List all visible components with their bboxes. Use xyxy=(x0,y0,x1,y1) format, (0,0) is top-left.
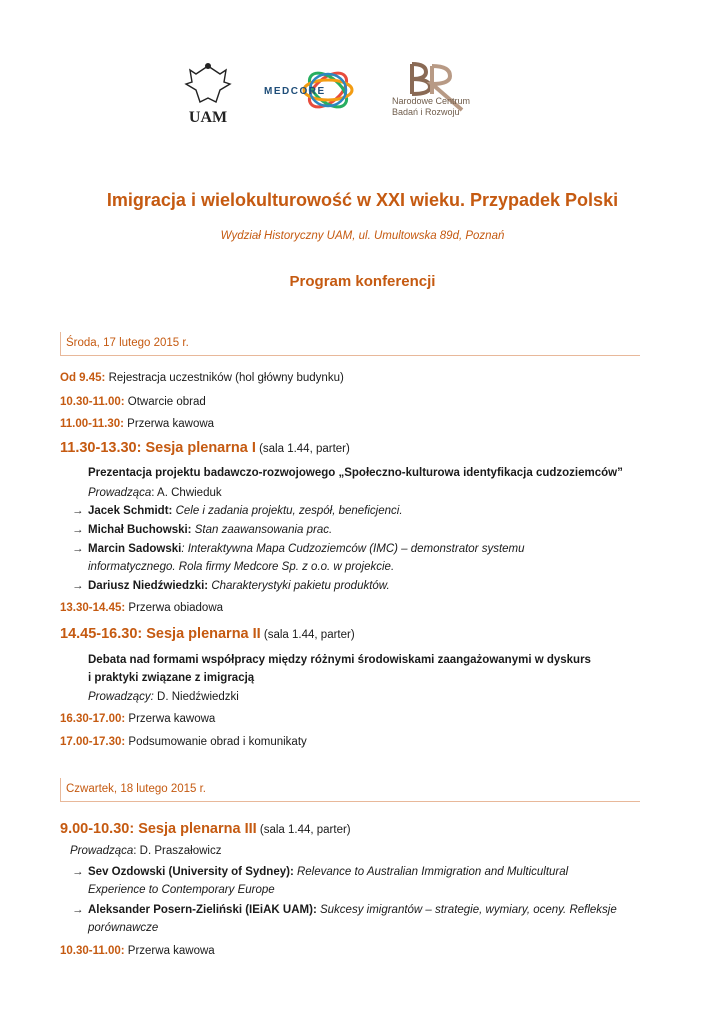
session3-heading xyxy=(60,821,351,837)
item-text: Otwarcie obrad xyxy=(124,396,206,408)
svg-text:UAM: UAM xyxy=(188,109,228,126)
talk-topic: Cele i zadania projektu, zespół, beneficjenci. xyxy=(172,505,403,517)
talk-speaker: Dariusz Niedźwiedzki: xyxy=(88,580,209,592)
talk-item xyxy=(88,904,617,916)
session-room: (sala 1.44, parter) xyxy=(255,443,350,455)
moderator-name: : D. Praszałowicz xyxy=(133,845,222,857)
session2-moderator xyxy=(88,691,239,703)
program-heading: Program konferencji xyxy=(289,273,436,290)
talk-topic: Sukcesy imigrantów – strategie, wymiary, oceny. Refleksje xyxy=(316,904,617,916)
item-time: 10.30-11.00: xyxy=(60,945,125,957)
talk-speaker: Michał Buchowski: xyxy=(88,524,192,536)
arrow-icon: → xyxy=(72,866,84,878)
schedule-item xyxy=(60,945,215,957)
schedule-item xyxy=(60,372,344,384)
item-text: Rejestracja uczestników (hol główny budynku) xyxy=(105,372,344,384)
day1-header: Środa, 17 lutego 2015 r. xyxy=(60,332,640,356)
item-text: Podsumowanie obrad i komunikaty xyxy=(125,736,307,748)
talk-topic: Stan zaawansowania prac. xyxy=(191,524,333,536)
item-time: 16.30-17.00: xyxy=(60,713,126,725)
moderator-label: Prowadząca xyxy=(70,845,134,857)
schedule-item xyxy=(60,418,214,430)
talk-topic: : Interaktywna Mapa Cudzoziemców (IMC) – demonstrator systemu xyxy=(181,543,525,555)
moderator-name: D. Niedźwiedzki xyxy=(153,691,239,703)
item-time: 11.00-11.30: xyxy=(60,418,124,430)
session-title: 11.30-13.30: Sesja plenarna I xyxy=(60,440,256,456)
arrow-icon: → xyxy=(72,505,84,517)
talk-item xyxy=(88,505,403,517)
session-room: (sala 1.44, parter) xyxy=(256,824,351,836)
schedule-item xyxy=(60,396,206,408)
item-text: Przerwa obiadowa xyxy=(125,602,224,614)
talk-item xyxy=(88,580,390,592)
talk-speaker: Sev Ozdowski (University of Sydney): xyxy=(88,866,294,878)
ncbr-line1: Narodowe Centrum xyxy=(392,96,471,106)
item-time: Od 9.45: xyxy=(60,372,106,384)
item-text: Przerwa kawowa xyxy=(124,945,215,957)
talk-speaker: Aleksander Posern-Zieliński (IEiAK UAM): xyxy=(88,904,317,916)
arrow-icon: → xyxy=(72,580,84,592)
ncbr-caption xyxy=(392,96,502,118)
talk-speaker: Jacek Schmidt: xyxy=(88,505,173,517)
talk-speaker: Marcin Sadowski xyxy=(88,543,182,555)
schedule-item xyxy=(60,713,215,725)
day2-header: Czwartek, 18 lutego 2015 r. xyxy=(60,778,640,802)
arrow-icon: → xyxy=(72,904,84,916)
session1-moderator xyxy=(88,487,222,499)
session1-heading xyxy=(60,440,350,456)
talk-item xyxy=(88,524,332,536)
svg-text:MEDCORE: MEDCORE xyxy=(264,86,326,97)
session-title: 9.00-10.30: Sesja plenarna III xyxy=(60,821,257,837)
item-text: Przerwa kawowa xyxy=(123,418,215,430)
debate-line1: Debata nad formami współpracy między różnymi środowiskami zaangażowanymi w dyskurs xyxy=(88,654,591,666)
talk-topic-cont: Experience to Contemporary Europe xyxy=(88,884,275,896)
arrow-icon: → xyxy=(72,524,84,536)
item-time: 17.00-17.30: xyxy=(60,736,126,748)
uam-logo xyxy=(178,60,238,130)
moderator-label: Prowadzący: xyxy=(88,691,154,703)
item-time: 13.30-14.45: xyxy=(60,602,126,614)
session1-presentation: Prezentacja projektu badawczo-rozwojowego „Społeczno-kulturowa identyfikacja cudzoziemców” xyxy=(88,467,623,479)
talk-topic: Relevance to Australian Immigration and Multicultural xyxy=(293,866,569,878)
talk-item xyxy=(88,866,568,878)
item-time: 10.30-11.00: xyxy=(60,396,125,408)
debate-line2: i praktyki związane z imigracją xyxy=(88,672,255,684)
schedule-item xyxy=(60,736,307,748)
moderator-label: Prowadząca xyxy=(88,487,152,499)
talk-topic-cont: porównawcze xyxy=(88,922,159,934)
conference-title: Imigracja i wielokulturowość w XXI wieku. Przypadek Polski xyxy=(106,190,619,210)
logo-row xyxy=(0,52,725,132)
arrow-icon: → xyxy=(72,543,84,555)
schedule-item xyxy=(60,602,223,614)
ncbr-line2: Badań i Rozwoju xyxy=(392,107,460,117)
session2-heading xyxy=(60,626,355,642)
item-text: Przerwa kawowa xyxy=(125,713,216,725)
talk-item xyxy=(88,543,525,555)
venue-address: Wydział Historyczny UAM, ul. Umultowska 89d, Poznań xyxy=(220,230,505,242)
talk-topic-cont: informatycznego. Rola firmy Medcore Sp. z o.o. w projekcie. xyxy=(88,561,395,573)
session3-moderator xyxy=(70,845,221,857)
session-room: (sala 1.44, parter) xyxy=(260,629,355,641)
talk-topic: Charakterystyki pakietu produktów. xyxy=(208,580,390,592)
session-title: 14.45-16.30: Sesja plenarna II xyxy=(60,626,261,642)
medcore-logo xyxy=(262,60,362,124)
moderator-name: : A. Chwieduk xyxy=(151,487,222,499)
